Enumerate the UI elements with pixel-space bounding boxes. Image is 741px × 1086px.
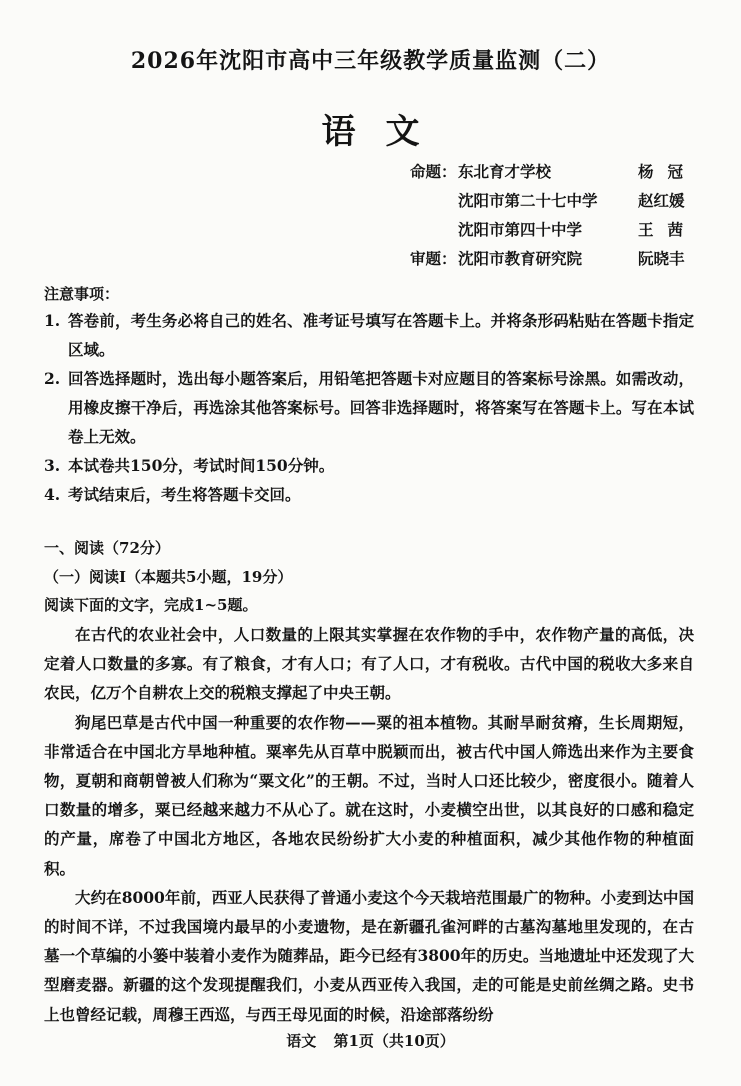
credit-role: 审题： — [410, 249, 457, 268]
subject-title: 语文 — [321, 112, 450, 152]
credit-school: 沈阳市第二十七中学 — [458, 191, 598, 210]
notice-list — [44, 306, 694, 509]
page-footer — [0, 1030, 741, 1051]
notice-heading: 注意事项： — [44, 285, 120, 303]
footer-page-number: 第1页（共10页） — [333, 1032, 455, 1050]
notice-item — [44, 480, 694, 509]
notice-number: 1. — [44, 311, 61, 330]
section-heading: 一、阅读（72分） — [44, 539, 170, 557]
notice-text: 答卷前，考生务必将自己的姓名、准考证号填写在答题卡上。并将条形码粘贴在答题卡指定区域。 — [68, 311, 694, 359]
credit-person: 王茜 — [638, 220, 698, 239]
reading-instruction: 阅读下面的文字，完成1~5题。 — [44, 596, 258, 614]
credit-role: 命题： — [410, 162, 457, 181]
credit-row — [410, 247, 710, 276]
credit-person: 赵红媛 — [638, 191, 685, 210]
notice-text: 考试结束后，考生将答题卡交回。 — [68, 485, 301, 504]
passage-paragraph: 大约在8000年前，西亚人民获得了普通小麦这个今天栽培范围最广的物种。小麦到达中国的时间不详，不过我国境内最早的小麦遗物，是在新疆孔雀河畔的古墓沟墓地里发现的，在古墓一个草编的小篓中装着小麦作为随葬品，距今已经有3800年的历史。当地遗址中还发现了大型磨麦器。新疆的这个发现提醒我们，小麦从西亚传入我国，走的可能是史前丝绸之路。史书上也曾经记载，周穆王西巡，与西王母见面的时候，沿途部落纷纷 — [44, 887, 694, 1024]
notice-item — [44, 306, 694, 364]
passage-paragraph: 狗尾巴草是古代中国一种重要的农作物——粟的祖本植物。其耐旱耐贫瘠，生长周期短，非常适合在中国北方旱地种植。粟率先从百草中脱颖而出，被古代中国人筛选出来作为主要食物，夏朝和商朝曾被人们称为“粟文化”的王朝。不过，当时人口还比较少，密度很小。随着人口数量的增多，粟已经越来越力不从心了。就在这时，小麦横空出世，以其良好的口感和稳定的产量，席卷了中国北方地区，各地农民纷纷扩大小麦的种植面积，减少其他作物的种植面积。 — [44, 712, 694, 878]
notice-text: 本试卷共150分，考试时间150分钟。 — [68, 456, 335, 475]
notice-number: 2. — [44, 369, 61, 388]
credit-person: 阮晓丰 — [638, 249, 685, 268]
credit-school: 沈阳市教育研究院 — [458, 249, 583, 268]
subsection-heading: （一）阅读Ⅰ（本题共5小题，19分） — [44, 568, 293, 586]
credit-school: 东北育才学校 — [458, 162, 552, 181]
notice-number: 4. — [44, 485, 61, 504]
reading-passage — [44, 620, 694, 1029]
credit-school: 沈阳市第四十中学 — [458, 220, 583, 239]
footer-subject: 语文 — [286, 1032, 317, 1050]
credits-block — [410, 160, 710, 276]
notice-text: 回答选择题时，选出每小题答案后，用铅笔把答题卡对应题目的答案标号涂黑。如需改动，用橡皮擦干净后，再选涂其他答案标号。回答非选择题时，将答案写在答题卡上。写在本试卷上无效。 — [68, 369, 694, 446]
passage-paragraph: 在古代的农业社会中，人口数量的上限其实掌握在农作物的手中，农作物产量的高低，决定着人口数量的多寡。有了粮食，才有人口；有了人口，才有税收。古代中国的税收大多来自农民，亿万个自耕农上交的税粮支撑起了中央王朝。 — [44, 625, 694, 703]
credit-row — [410, 218, 710, 247]
credit-person: 杨冠 — [638, 162, 698, 181]
credit-row — [410, 160, 710, 189]
notice-item — [44, 451, 694, 480]
notice-item — [44, 364, 694, 451]
exam-title: 2026年沈阳市高中三年级教学质量监测（二） — [130, 48, 611, 74]
notice-number: 3. — [44, 456, 61, 475]
credit-row — [410, 189, 710, 218]
